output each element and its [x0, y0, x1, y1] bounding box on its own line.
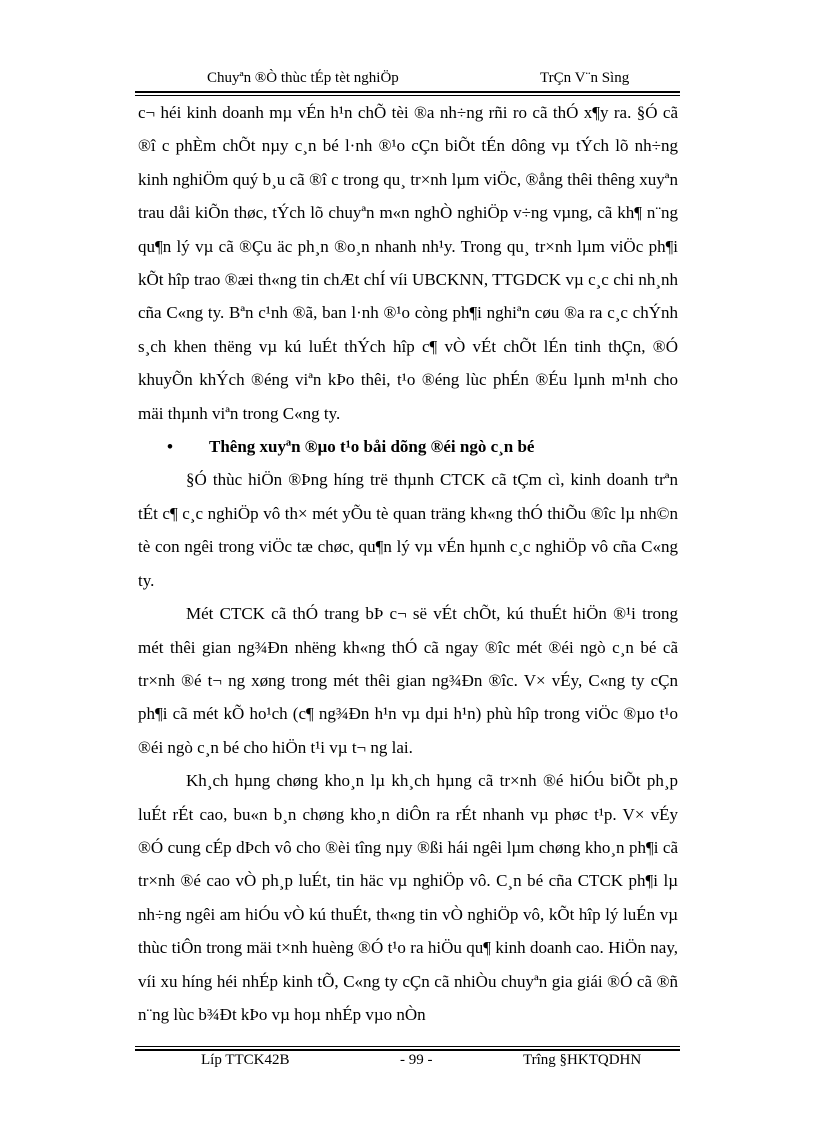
- paragraph: c¬ héi kinh doanh mµ vÉn h¹n chÕ tèi ®a nh÷ng rñi ro cã thÓ x¶y ra. §Ó cã ®î c phÈm chÕt nµy c¸n bé l·nh ®¹o cÇn biÕt tÉn dông vµ tÝch lõ nh÷ng kinh nghiÖm quý b¸u cã ®î c trong qu¸ tr×nh lµm viÖc, ®ång thêi thêng xuyªn trau dåi kiÕn thøc, tÝch lõ chuyªn m«n nghÒ nghiÖp v÷ng vµng, cã kh¶ n¨ng qu¶n lý vµ cã ®Çu äc ph¸n ®o¸n nhanh nh¹y. Trong qu¸ tr×nh lµm viÖc ph¶i kÕt hîp trao ®æi th«ng tin chÆt chÍ víi UBCKNN, TTGDCK vµ c¸c chi nh¸nh cña C«ng ty. Bªn c¹nh ®ã, ban l·nh ®¹o còng ph¶i nghiªn cøu ®a ra c¸c chÝnh s¸ch khen thëng vµ kú luÉt thÝch hîp c¶ vÒ vÉt chÕt lÉn tinh thÇn, ®Ó khuyÕn khÝch ®éng viªn kÞo thêi, t¹o ®éng lùc phÉn ®Éu lµnh m¹nh cho mäi thµnh viªn trong C«ng ty.: [138, 103, 678, 423]
- footer-school: Trîng §HKTQDHN: [523, 1052, 642, 1068]
- bullet-heading: [138, 430, 678, 463]
- bullet-icon: •: [167, 437, 173, 457]
- footer-class: Líp TTCK42B: [201, 1052, 290, 1068]
- paragraph: §Ó thùc hiÖn ®Þng híng trë thµnh CTCK cã tÇm cì, kinh doanh trªn tÉt c¶ c¸c nghiÖp vô th× mét yÕu tè quan träng kh«ng thÓ thiÕu ®îc lµ nh©n tè con ngêi trong viÖc tæ chøc, qu¶n lý vµ vÉn hµnh c¸c nghiÖp vô cña C«ng ty.: [138, 470, 678, 590]
- bullet-heading-text: Thêng xuyªn ®µo t¹o båi dõng ®éi ngò c¸n bé: [209, 437, 535, 457]
- page-header: [135, 66, 680, 92]
- header-rule-thick: [135, 91, 680, 93]
- paragraph: Kh¸ch hµng chøng kho¸n lµ kh¸ch hµng cã tr×nh ®é hiÓu biÕt ph¸p luÉt rÉt cao, bu«n b¸n chøng kho¸n diÔn ra rÉt nhanh vµ phøc t¹p. V× vÉy ®Ó cung cÉp dÞch vô cho ®èi tîng nµy ®ßi hái ngêi lµm chøng kho¸n ph¶i cã tr×nh ®é cao vÒ ph¸p luÉt, tin häc vµ nghiÖp vô. C¸n bé cña CTCK ph¶i lµ nh÷ng ngêi am hiÓu vÒ kú thuÉt, th«ng tin vÒ nghiÖp vô, kÕt hîp lý luÉn vµ thùc tiÔn trong mäi t×nh huèng ®Ó t¹o ra hiÖu qu¶ kinh doanh cao. HiÖn nay, víi xu híng héi nhÉp kinh tÕ, C«ng ty cÇn cã nhiÒu chuyªn gia giái ®Ó cã ®ñ n¨ng lùc b¾Ðt kÞo vµ hoµ nhÉp vµo nÒn: [138, 771, 678, 1024]
- page-footer: [135, 1052, 680, 1074]
- header-title: Chuyªn ®Ò thùc tÉp tèt nghiÖp: [207, 70, 399, 86]
- footer-rule-thin: [135, 1046, 680, 1047]
- paragraph: Mét CTCK cã thÓ trang bÞ c¬ së vÉt chÕt, kú thuÉt hiÖn ®¹i trong mét thêi gian ng¾Ðn nhëng kh«ng thÓ cã ngay ®îc mét ®éi ngò c¸n bé cã tr×nh ®é t¬ ng xøng trong mét thêi gian ng¾Ðn ®îc. V× vÉy, C«ng ty cÇn ph¶i cã mét kÕ ho¹ch (c¶ ng¾Ðn h¹n vµ dµi h¹n) phù hîp trong viÖc ®µo t¹o ®éi ngò c¸n bé cho hiÖn t¹i vµ t¬ ng lai.: [138, 604, 678, 757]
- body-text: [138, 96, 678, 1031]
- footer-rule-thick: [135, 1049, 680, 1051]
- header-author: TrÇn V¨n Sìng: [540, 70, 630, 86]
- page-number: - 99 -: [400, 1052, 433, 1068]
